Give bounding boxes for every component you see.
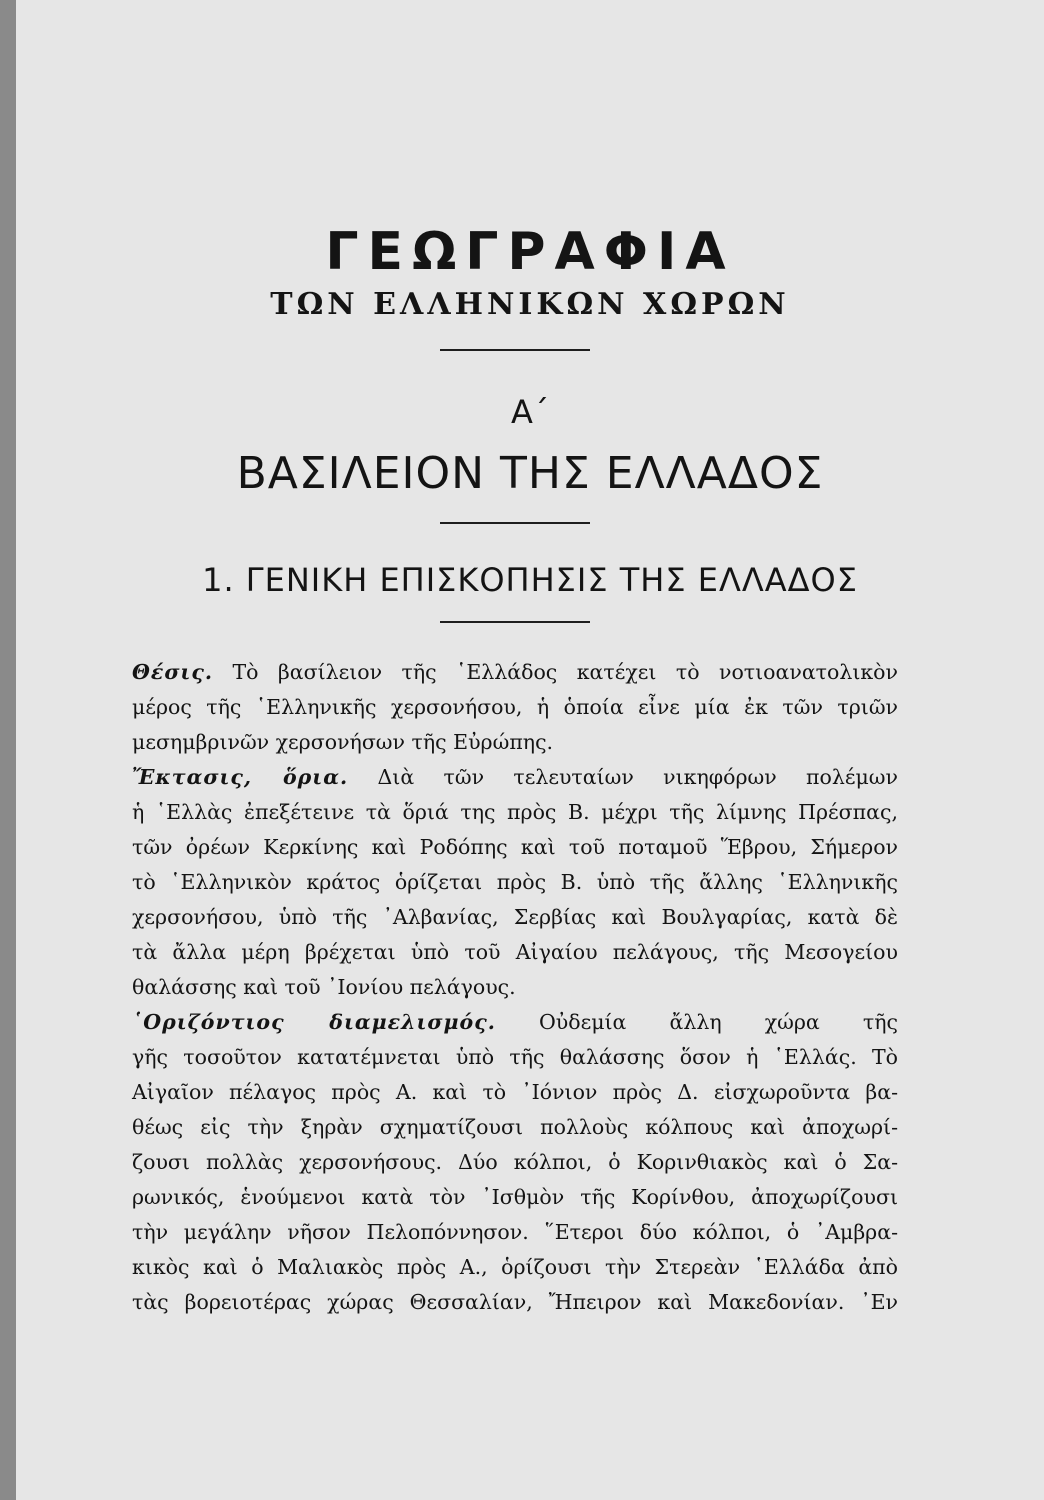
part-title: ΒΑΣΙΛΕΙΟΝ ΤΗΣ ΕΛΛΑΔΟΣ xyxy=(236,448,824,499)
text-line: τὰς βορειοτέρας χώρας Θεσσαλίαν, Ἤπειρον καὶ Μακεδονίαν. ᾿Εν xyxy=(132,1290,898,1314)
body-text xyxy=(132,655,898,1320)
text-line: Ἔκτασις, ὅρια. Διὰ τῶν τελευταίων νικηφόρων πολέμων xyxy=(132,765,898,789)
book-page xyxy=(16,0,1044,1500)
text-line: γῆς τοσοῦτον κατατέμνεται ὑπὸ τῆς θαλάσσης ὅσον ἡ ῾Ελλάς. Τὸ xyxy=(132,1045,898,1069)
text-line: ζουσι πολλὰς χερσονήσους. Δύο κόλποι, ὁ Κορινθιακὸς καὶ ὁ Σα- xyxy=(132,1150,898,1174)
section-heading: 1. ΓΕΝΙΚΗ ΕΠΙΣΚΟΠΗΣΙΣ ΤΗΣ ΕΛΛΑΔΟΣ xyxy=(202,561,858,599)
divider-rule xyxy=(440,522,590,524)
text-line: κικὸς καὶ ὁ Μαλιακὸς πρὸς Α., ὁρίζουσι τὴν Στερεὰν ῾Ελλάδα ἀπὸ xyxy=(132,1255,898,1279)
text-line: ῾Οριζόντιος διαμελισμός. Οὐδεμία ἄλλη χώρα τῆς xyxy=(132,1010,898,1034)
text-line: τῶν ὀρέων Κερκίνης καὶ Ροδόπης καὶ τοῦ ποταμοῦ Ἕβρου, Σήμερον xyxy=(132,835,898,859)
text-line: μεσημβρινῶν χερσονήσων τῆς Εὐρώπης. xyxy=(132,730,554,754)
page-edge-shadow xyxy=(0,0,16,1500)
volume-marker: Α΄ xyxy=(511,393,549,431)
text-line: ἡ ῾Ελλὰς ἐπεξέτεινε τὰ ὅριά της πρὸς Β. μέχρι τῆς λίμνης Πρέσπας, xyxy=(132,800,898,824)
divider-rule xyxy=(440,349,590,351)
book-title: ΓΕΩΓΡΑΦΙΑ xyxy=(325,222,735,282)
text-line: θέως εἰς τὴν ξηρὰν σχηματίζουσι πολλοὺς κόλπους καὶ ἀποχωρί- xyxy=(132,1115,898,1139)
text-line: τὸ ῾Ελληνικὸν κράτος ὁρίζεται πρὸς Β. ὑπὸ τῆς ἄλλης ῾Ελληνικῆς xyxy=(132,870,898,894)
text-line: χερσονήσου, ὑπὸ τῆς ᾿Αλβανίας, Σερβίας καὶ Βουλγαρίας, κατὰ δὲ xyxy=(132,905,898,929)
divider-rule xyxy=(440,621,590,623)
book-subtitle: ΤΩΝ ΕΛΛΗΝΙΚΩΝ ΧΩΡΩΝ xyxy=(270,287,790,322)
text-line: Αἰγαῖον πέλαγος πρὸς Α. καὶ τὸ ᾿Ιόνιον πρὸς Δ. εἰσχωροῦντα βα- xyxy=(132,1080,898,1104)
text-line: ρωνικός, ἑνούμενοι κατὰ τὸν ᾿Ισθμὸν τῆς Κορίνθου, ἀποχωρίζουσι xyxy=(132,1185,898,1209)
text-line: θαλάσσης καὶ τοῦ ᾿Ιονίου πελάγους. xyxy=(132,975,516,999)
paragraph-heading: Θέσις. xyxy=(132,660,213,684)
text-line: τὴν μεγάλην νῆσον Πελοπόννησον. ῞Ετεροι δύο κόλποι, ὁ ᾿Αμβρα- xyxy=(132,1220,898,1244)
text-line: μέρος τῆς ῾Ελληνικῆς χερσονήσου, ἡ ὁποία εἶνε μία ἐκ τῶν τριῶν xyxy=(132,695,898,719)
paragraph-heading: Ἔκτασις, ὅρια. xyxy=(132,765,349,789)
text-line: Θέσις. Τὸ βασίλειον τῆς ῾Ελλάδος κατέχει τὸ νοτιοανατολικὸν xyxy=(132,660,898,684)
paragraph-heading: ῾Οριζόντιος διαμελισμός. xyxy=(132,1010,496,1034)
text-line: τὰ ἄλλα μέρη βρέχεται ὑπὸ τοῦ Αἰγαίου πελάγους, τῆς Μεσογείου xyxy=(132,940,898,964)
